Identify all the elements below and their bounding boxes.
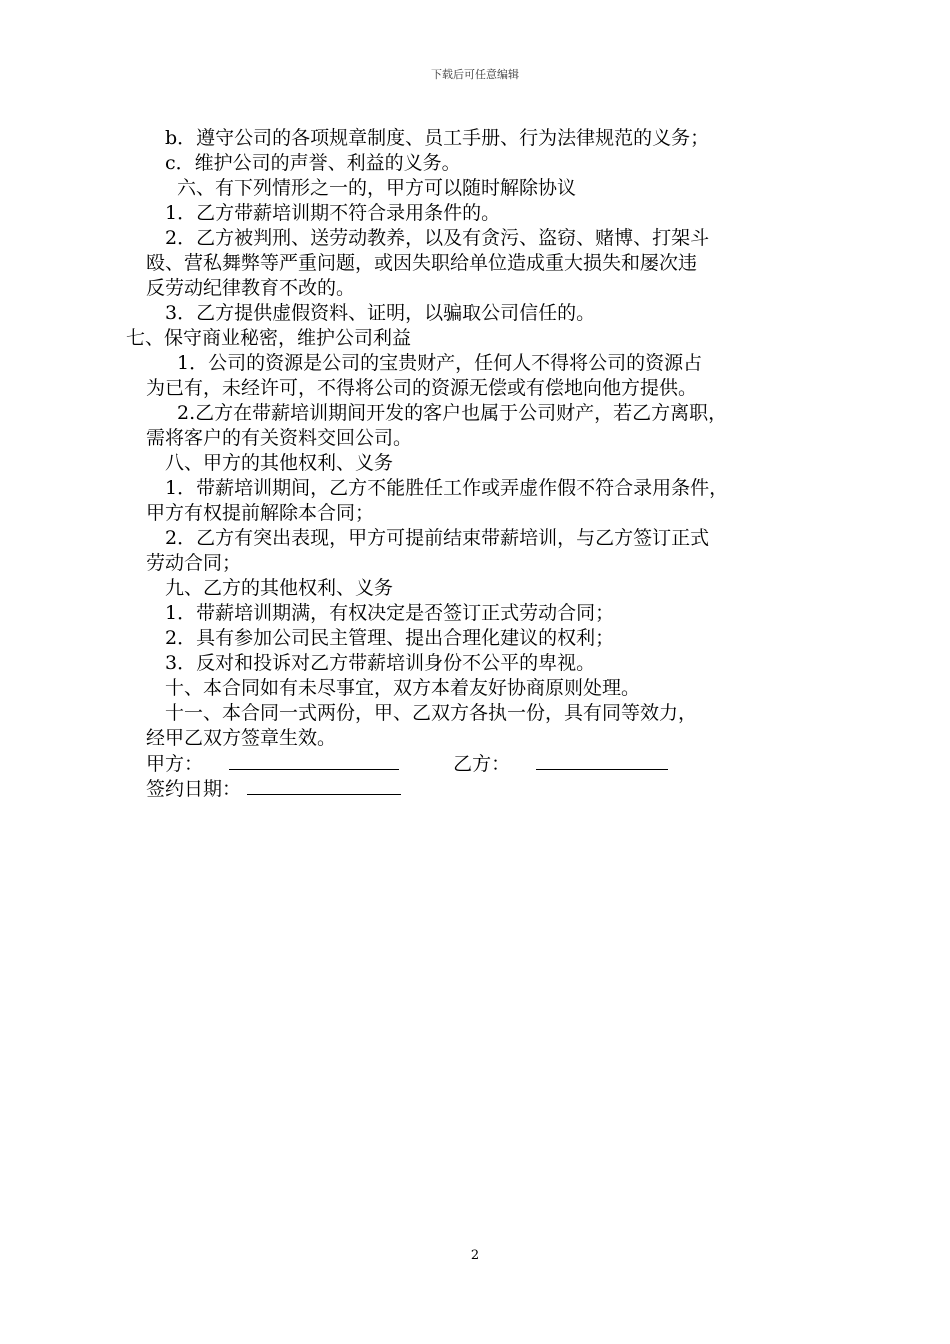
date-signature-line[interactable] [247, 776, 401, 795]
text-line: 1．带薪培训期满，有权决定是否签订正式劳动合同； [165, 602, 615, 624]
text-line: 反劳动纪律教育不改的。 [146, 277, 356, 299]
section-heading: 八、甲方的其他权利、义务 [165, 452, 394, 474]
party-b-signature-line[interactable] [536, 751, 668, 770]
text-line: 为已有，未经许可，不得将公司的资源无偿或有偿地向他方提供。 [146, 377, 698, 399]
text-line: c．维护公司的声誉、利益的义务。 [165, 152, 461, 174]
text-line: 2．乙方被判刑、送劳动教养，以及有贪污、盗窃、赌博、打架斗 [165, 227, 710, 249]
text-line: 2．乙方有突出表现，甲方可提前结束带薪培训，与乙方签订正式 [165, 527, 710, 549]
text-line: 1．带薪培训期间，乙方不能胜任工作或弄虚作假不符合录用条件， [165, 477, 729, 499]
section-heading: 六、有下列情形之一的，甲方可以随时解除协议 [177, 177, 577, 199]
text-line: 3．反对和投诉对乙方带薪培训身份不公平的卑视。 [165, 652, 596, 674]
party-b-label: 乙方： [453, 753, 511, 775]
party-a-label: 甲方： [146, 753, 204, 775]
date-label: 签约日期： [146, 778, 242, 800]
text-line: 殴、营私舞弊等严重问题，或因失职给单位造成重大损失和屡次违 [146, 252, 698, 274]
signature-row-date [146, 776, 401, 801]
section-heading: 十、本合同如有未尽事宜，双方本着友好协商原则处理。 [165, 677, 641, 699]
text-line: 3．乙方提供虚假资料、证明，以骗取公司信任的。 [165, 302, 596, 324]
signature-row-parties [146, 751, 668, 776]
text-line: 劳动合同； [146, 552, 242, 574]
section-heading: 七、保守商业秘密，维护公司利益 [126, 327, 412, 349]
page-header: 下载后可任意编辑 [431, 68, 519, 81]
text-line: 甲方有权提前解除本合同； [146, 502, 375, 524]
text-line: 1．乙方带薪培训期不符合录用条件的。 [165, 202, 501, 224]
text-line: 2．具有参加公司民主管理、提出合理化建议的权利； [165, 627, 615, 649]
text-line: 1．公司的资源是公司的宝贵财产，任何人不得将公司的资源占 [177, 352, 703, 374]
text-line: 2.乙方在带薪培训期间开发的客户也属于公司财产，若乙方离职， [177, 402, 728, 424]
party-a-signature-line[interactable] [229, 751, 399, 770]
text-line: 经甲乙双方签章生效。 [146, 727, 337, 749]
text-line: b．遵守公司的各项规章制度、员工手册、行为法律规范的义务； [165, 127, 710, 149]
section-heading: 十一、本合同一式两份，甲、乙双方各执一份，具有同等效力， [165, 702, 698, 724]
text-line: 需将客户的有关资料交回公司。 [146, 427, 413, 449]
page-number: 2 [470, 1248, 480, 1263]
section-heading: 九、乙方的其他权利、义务 [165, 577, 394, 599]
